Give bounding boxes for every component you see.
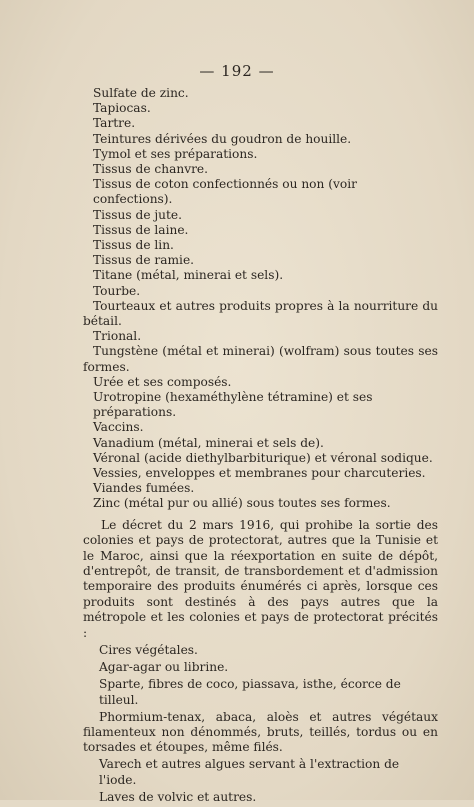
list-item: Tungstène (métal et minerai) (wolfram) sous toutes ses formes. — [83, 344, 438, 374]
product-item: Varech et autres algues servant à l'extraction de l'iode. — [99, 757, 400, 787]
product-item: Cires végétales. — [99, 642, 198, 657]
list-item: Vessies, enveloppes et membranes pour charcuteries. — [93, 466, 426, 481]
prohibited-items-list — [83, 86, 438, 512]
list-item: Urée et ses composés. — [93, 374, 232, 389]
list-item: Zinc (métal pur ou allié) sous toutes ses formes. — [93, 496, 391, 511]
list-item: Tapiocas. — [93, 101, 151, 116]
list-item: Tissus de lin. — [93, 238, 174, 253]
product-item: Phormium-tenax, abaca, aloès et autres végétaux filamenteux non dénommés, bruts, teillés, tordus ou en torsades et étoupes, même filés. — [83, 709, 438, 755]
list-item: Tartre. — [93, 116, 136, 131]
list-item: Urotropine (hexaméthylène tétramine) et ses préparations. — [93, 390, 373, 420]
list-item: Titane (métal, minerai et sels). — [93, 268, 284, 283]
product-item: Agar-agar ou librine. — [99, 660, 229, 675]
list-item: Teintures dérivées du goudron de houille. — [93, 131, 352, 146]
list-item: Viandes fumées. — [93, 481, 195, 496]
list-item: Tissus de ramie. — [93, 253, 195, 268]
list-item: Tourteaux et autres produits propres à la nourriture du bétail. — [83, 298, 438, 329]
list-item: Véronal (acide diethylbarbiturique) et véronal sodique. — [93, 450, 433, 465]
list-item: Tourbe. — [93, 283, 141, 298]
list-item: Tissus de coton confectionnés ou non (voir confections). — [93, 177, 357, 207]
product-item: Laves de volvic et autres. — [99, 789, 257, 804]
list-item: Vanadium (métal, minerai et sels de). — [93, 435, 324, 450]
list-item: Vaccins. — [93, 420, 144, 435]
product-item: Sparte, fibres de coco, piassava, isthe, écorce de tilleul. — [99, 677, 401, 707]
page-content — [83, 86, 438, 807]
page-number: — 192 — — [199, 62, 275, 80]
products-list — [83, 643, 438, 805]
list-item: Sulfate de zinc. — [93, 86, 189, 100]
list-item: Tissus de laine. — [93, 222, 189, 237]
list-item: Tissus de chanvre. — [93, 162, 208, 177]
list-item: Trional. — [93, 329, 142, 344]
list-item: Tissus de jute. — [93, 207, 183, 222]
list-item: Tymol et ses préparations. — [93, 146, 258, 161]
decree-paragraph: Le décret du 2 mars 1916, qui prohibe la sortie des colonies et pays de protectorat, autres que la Tunisie et le Maroc, ainsi que la réexportation en suite de dépôt, d'entrepôt, de transit, de transbordement et d'admission temporaire des produits énumérés ci après, lorsque ces produits sont destinés à des pays autres que la métropole et les colonies et pays de protectorat précités : — [83, 517, 438, 640]
